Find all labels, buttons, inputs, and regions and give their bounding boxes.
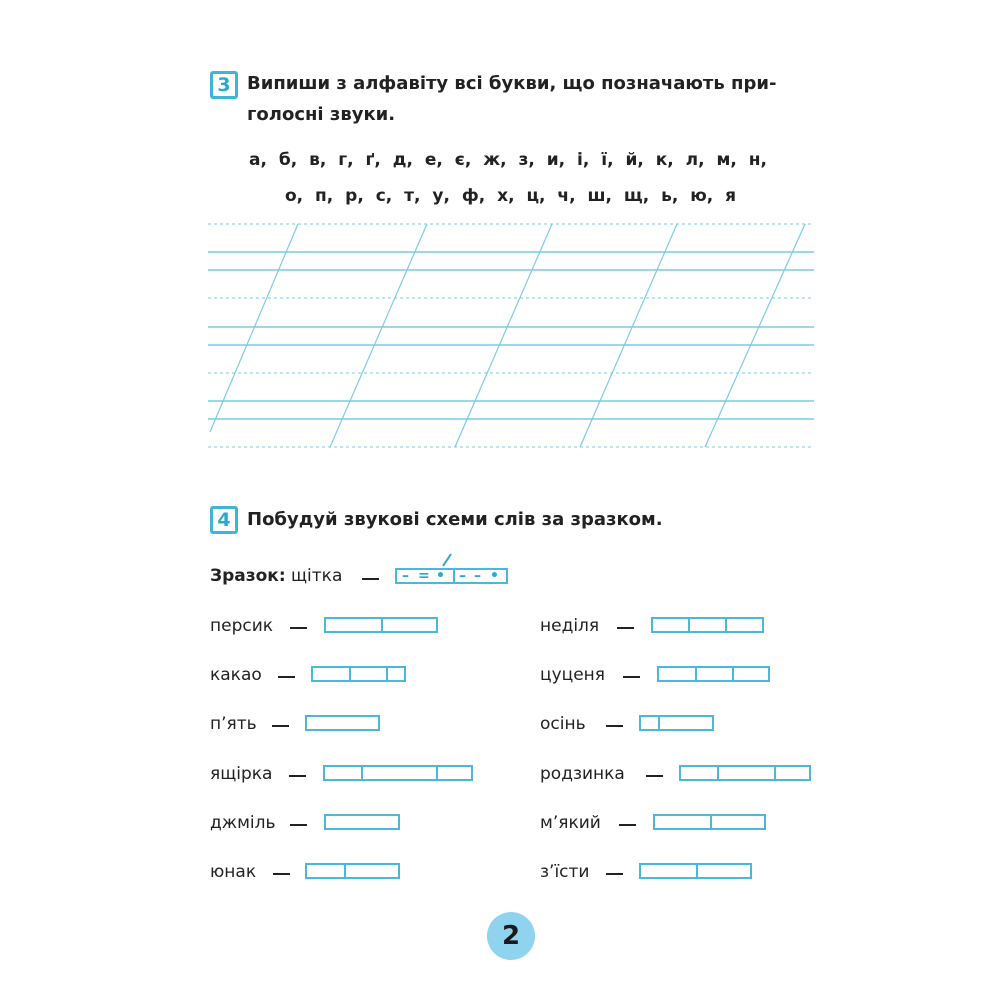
word-left-1: персик (210, 616, 274, 636)
word-left-4: ящірка (210, 764, 273, 784)
dash (606, 873, 623, 875)
sample-scheme (395, 568, 508, 584)
slant-line (330, 224, 427, 447)
scheme-boxes[interactable] (305, 863, 400, 879)
sample-symbol: • (436, 568, 445, 584)
word-left-5: джміль (210, 813, 276, 833)
scheme-boxes[interactable] (657, 666, 770, 682)
dash (289, 775, 306, 777)
task-3-instruction-line2: голосні звуки. (247, 104, 396, 125)
scheme-boxes[interactable] (324, 814, 400, 830)
alphabet-line-2: о, п, р, с, т, у, ф, х, ц, ч, ш, щ, ь, ю, я (285, 186, 737, 206)
word-right-3: осінь (540, 714, 586, 734)
word-right-6: з’їсти (540, 862, 590, 882)
sample-word: щітка (291, 566, 343, 586)
slant-line (705, 224, 805, 447)
sample-symbol: – (474, 568, 481, 584)
task-number-4: 4 (210, 506, 238, 534)
task-3-instruction-line1: Випиши з алфавіту всі букви, що позначають при- (247, 73, 777, 94)
sample-symbol: – (459, 568, 466, 584)
sample-label: Зразок: (210, 566, 286, 586)
scheme-boxes[interactable] (323, 765, 473, 781)
dash (617, 627, 634, 629)
sample-symbol: • (490, 568, 499, 584)
word-right-5: м’який (540, 813, 601, 833)
scheme-boxes[interactable] (651, 617, 764, 633)
dash (278, 676, 295, 678)
scheme-boxes[interactable] (305, 715, 380, 731)
sample-symbol: – (402, 568, 409, 584)
word-right-4: родзинка (540, 764, 625, 784)
word-left-2: какао (210, 665, 262, 685)
scheme-boxes[interactable] (653, 814, 766, 830)
dash (273, 873, 290, 875)
sample-symbol: = (418, 568, 430, 584)
task-number-3: 3 (210, 71, 238, 99)
dash (362, 578, 379, 580)
dash (619, 824, 636, 826)
task-4-instruction: Побудуй звукові схеми слів за зразком. (247, 509, 663, 530)
stress-mark-icon (440, 552, 454, 568)
slant-line (580, 224, 677, 447)
scheme-boxes[interactable] (324, 617, 438, 633)
scheme-boxes[interactable] (639, 715, 714, 731)
word-left-6: юнак (210, 862, 257, 882)
dash (623, 676, 640, 678)
word-right-1: неділя (540, 616, 600, 636)
alphabet-line-1: а, б, в, г, ґ, д, е, є, ж, з, и, і, ї, й, к, л, м, н, (249, 150, 767, 170)
dash (646, 775, 663, 777)
dash (272, 725, 289, 727)
dash (290, 627, 307, 629)
page-number: 2 (487, 912, 535, 960)
slant-line (455, 224, 552, 447)
dash (290, 824, 307, 826)
word-right-2: цуценя (540, 665, 606, 685)
scheme-boxes[interactable] (639, 863, 752, 879)
scheme-boxes[interactable] (679, 765, 811, 781)
sample-row (210, 566, 342, 586)
dash (606, 725, 623, 727)
word-left-3: п’ять (210, 714, 257, 734)
scheme-boxes[interactable] (311, 666, 406, 682)
